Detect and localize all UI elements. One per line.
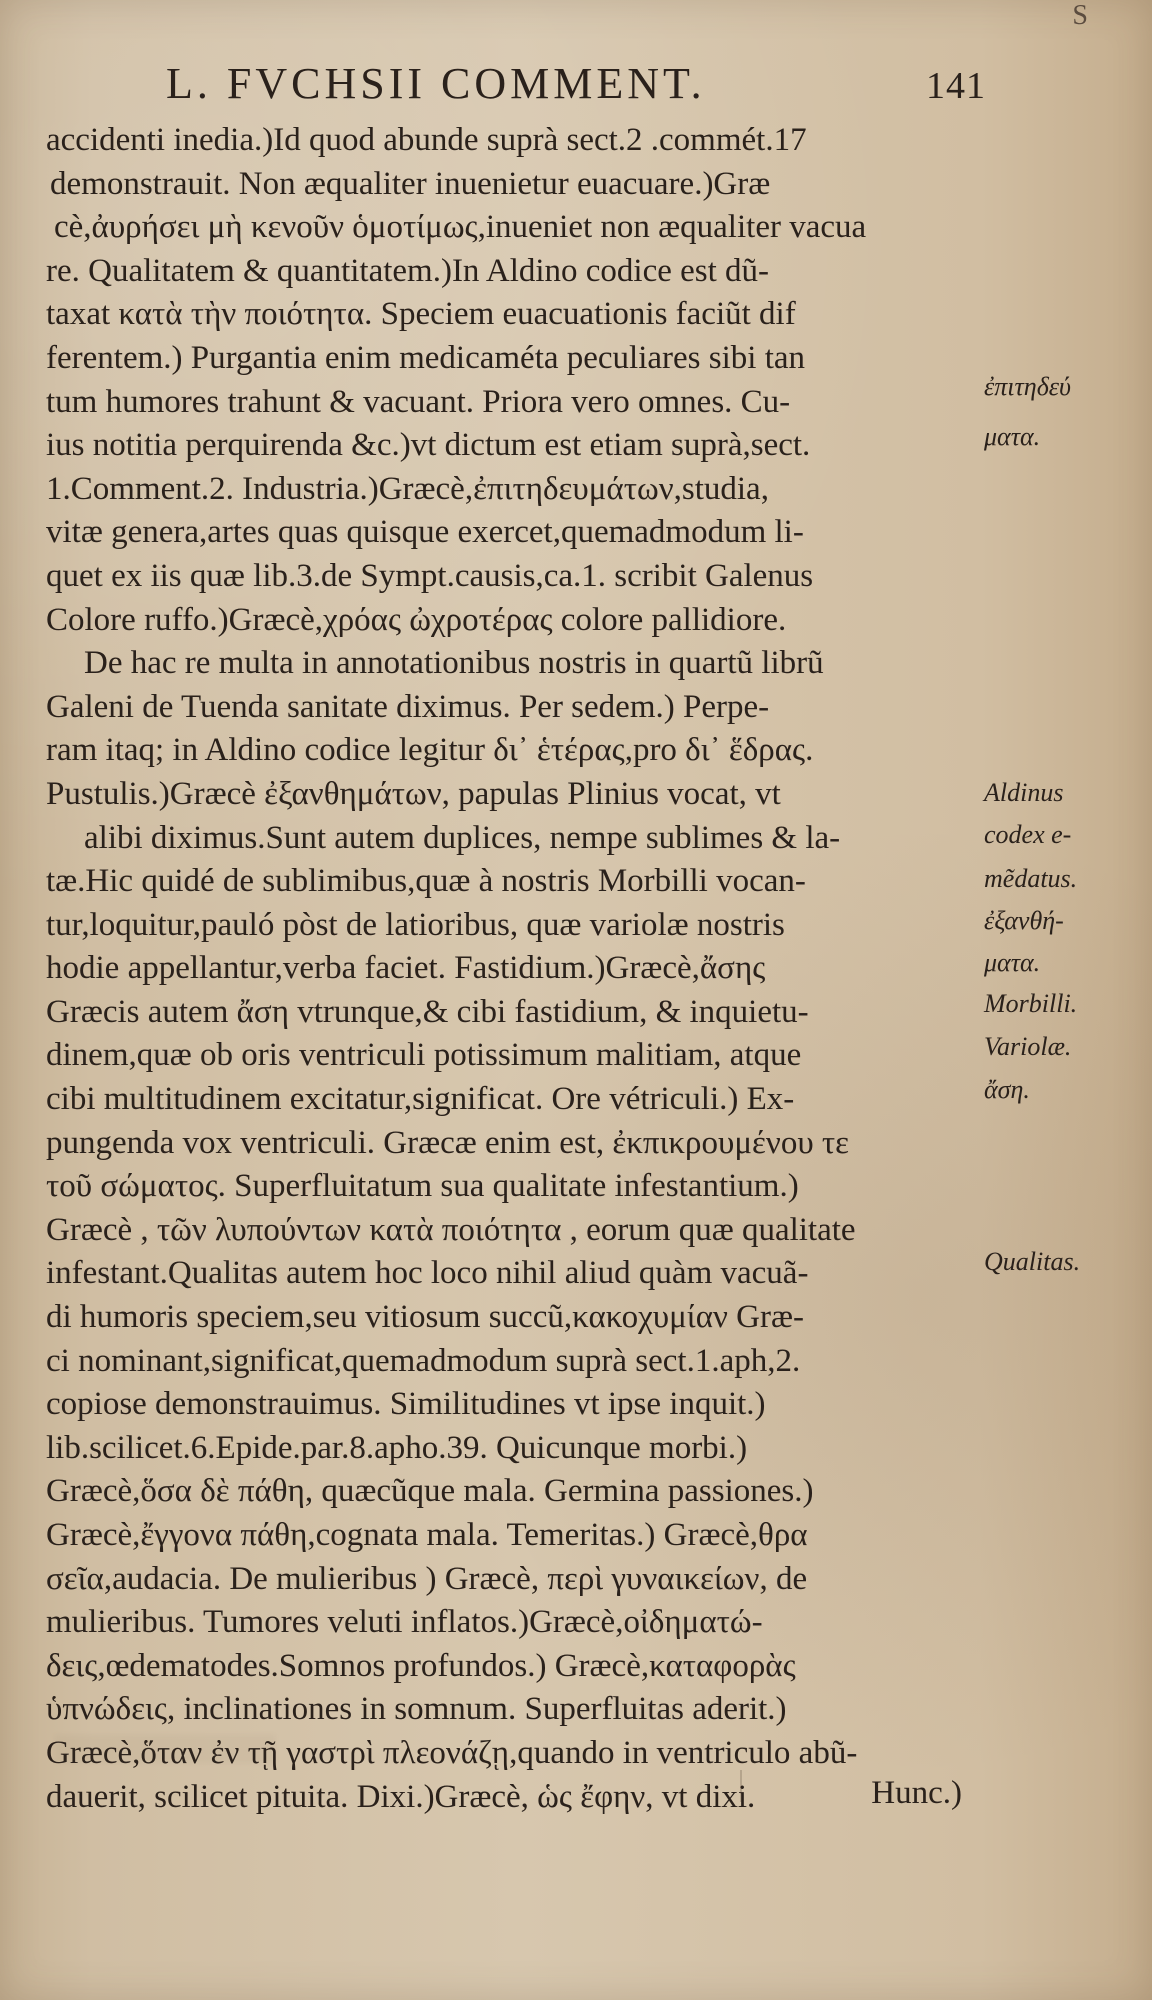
text-line: τοῦ σώματος. Superfluitatum sua qualitate infestantium.) bbox=[46, 1168, 799, 1205]
text-line: hodie appellantur,verba faciet. Fastidium.)Græcè,ἄσης bbox=[46, 950, 766, 987]
text-line: Græcè , τῶν λυπούντων κατὰ ποιότητα , eorum quæ qualitate bbox=[46, 1211, 856, 1248]
text-line: Colore ruffo.)Græcè,χρόας ὠχροτέρας colore pallidiore. bbox=[46, 601, 787, 638]
text-line: lib.scilicet.6.Epide.par.8.apho.39. Quicunque morbi.) bbox=[46, 1429, 748, 1466]
margin-note: ματα. bbox=[984, 948, 1041, 977]
text-line: De hac re multa in annotationibus nostris in quartũ librũ bbox=[84, 645, 824, 682]
margin-note: Aldinus bbox=[984, 778, 1064, 807]
paper-stain bbox=[55, 1735, 275, 1763]
text-line: vitæ genera,artes quas quisque exercet,quemadmodum li- bbox=[46, 514, 804, 551]
text-line: ci nominant,significat,quemadmodum suprà sect.1.aph,2. bbox=[46, 1342, 801, 1379]
text-line: dinem,quæ ob oris ventriculi potissimum malitiam, atque bbox=[46, 1037, 802, 1074]
text-line: tum humores trahunt & vacuant. Priora vero omnes. Cu- bbox=[46, 383, 791, 420]
text-line: tæ.Hic quidé de sublimibus,quæ à nostris Morbilli vocan- bbox=[46, 863, 806, 900]
text-line: infestant.Qualitas autem hoc loco nihil aliud quàm vacuã- bbox=[46, 1255, 809, 1292]
text-line: quet ex iis quæ lib.3.de Sympt.causis,ca.1. scribit Galenus bbox=[46, 557, 814, 594]
text-line: Græcè,ἔγγονα πάθη,cognata mala. Temeritas.) Græcè,θρα bbox=[46, 1517, 808, 1553]
text-line: Græcè,ὅταν ἐν τῇ γαστρὶ πλεονάζῃ,quando in ventriculo abũ- bbox=[46, 1734, 858, 1771]
text-line: cibi multitudinem excitatur,significat. Ore vétriculi.) Ex- bbox=[46, 1081, 795, 1118]
text-line: Græcè,ὅσα δὲ πάθη, quæcũque mala. Germina passiones.) bbox=[46, 1473, 814, 1510]
text-line: ferentem.) Purgantia enim medicaméta peculiares sibi tan bbox=[46, 339, 806, 376]
margin-note: ἐπιτηδεύ bbox=[984, 372, 1071, 401]
margin-note: Variolæ. bbox=[984, 1032, 1072, 1061]
corner-mark: S bbox=[1072, 0, 1088, 31]
text-line: ius notitia perquirenda &c.)vt dictum est etiam suprà,sect. bbox=[46, 427, 811, 464]
margin-note: mẽdatus. bbox=[984, 864, 1078, 893]
catchword: Hunc.) bbox=[871, 1775, 962, 1811]
margin-note: Qualitas. bbox=[984, 1247, 1081, 1276]
margin-note: ματα. bbox=[984, 422, 1041, 451]
margin-note: codex e- bbox=[984, 820, 1072, 849]
text-line: σεῖα,audacia. De mulieribus ) Græcè, περὶ γυναικείων, de bbox=[46, 1560, 808, 1597]
running-title: L. FVCHSII COMMENT. bbox=[166, 59, 706, 108]
text-line: copiose demonstrauimus. Similitudines vt ipse inquit.) bbox=[46, 1386, 766, 1423]
page-number: 141 bbox=[926, 65, 986, 107]
text-line: accidenti inedia.)Id quod abunde suprà sect.2 .commét.17 bbox=[46, 122, 807, 158]
text-line: Galeni de Tuenda sanitate diximus. Per sedem.) Perpe- bbox=[46, 688, 770, 725]
text-line: re. Qualitatem & quantitatem.)In Aldino codice est dũ- bbox=[46, 252, 770, 289]
text-line: demonstrauit. Non æqualiter inuenietur euacuare.)Græ bbox=[50, 165, 771, 202]
text-line: pungenda vox ventriculi. Græcæ enim est, ἐκπικρουμένου τε bbox=[46, 1124, 850, 1161]
text-line: cè,ἀυρήσει μὴ κενοῦν ὁμοτίμως,inueniet non æqualiter vacua bbox=[54, 209, 867, 246]
text-line: Pustulis.)Græcè ἐξανθημάτων, papulas Plinius vocat, vt bbox=[46, 775, 781, 812]
text-line: Græcis autem ἄση vtrunque,& cibi fastidium, & inquietu- bbox=[46, 993, 809, 1030]
margin-note: Morbilli. bbox=[984, 989, 1078, 1018]
text-line: ram itaq; in Aldino codice legitur δι᾽ ἑτέρας,pro δι᾽ ἕδρας. bbox=[46, 732, 814, 769]
text-line: δεις,œdematodes.Somnos profundos.) Græcè,καταφορὰς bbox=[46, 1647, 796, 1684]
text-line: taxat κατὰ τὴν ποιότητα. Speciem euacuationis faciũt dif bbox=[46, 296, 796, 333]
text-line: tur,loquitur,pauló pòst de latioribus, quæ variolæ nostris bbox=[46, 906, 785, 943]
margin-note: ἐξανθή- bbox=[984, 906, 1064, 935]
text-line: di humoris speciem,seu vitiosum succũ,κακοχυμίαν Græ- bbox=[46, 1299, 804, 1336]
text-line: ὑπνώδεις, inclinationes in somnum. Superfluitas aderit.) bbox=[46, 1691, 787, 1728]
text-line: mulieribus. Tumores veluti inflatos.)Græcè,οἰδηματώ- bbox=[46, 1604, 763, 1641]
text-line: alibi diximus.Sunt autem duplices, nempe sublimes & la- bbox=[84, 819, 841, 856]
page-header bbox=[166, 58, 986, 112]
margin-note: ἄση. bbox=[984, 1075, 1030, 1104]
main-text-block bbox=[46, 119, 976, 1819]
text-line: 1.Comment.2. Industria.)Græcè,ἐπιτηδευμάτων,studia, bbox=[46, 470, 769, 507]
ink-mark bbox=[740, 1770, 742, 1802]
text-line: dauerit, scilicet pituita. Dixi.)Græcè, ὡς ἔφην, vt dixi. bbox=[46, 1778, 756, 1815]
